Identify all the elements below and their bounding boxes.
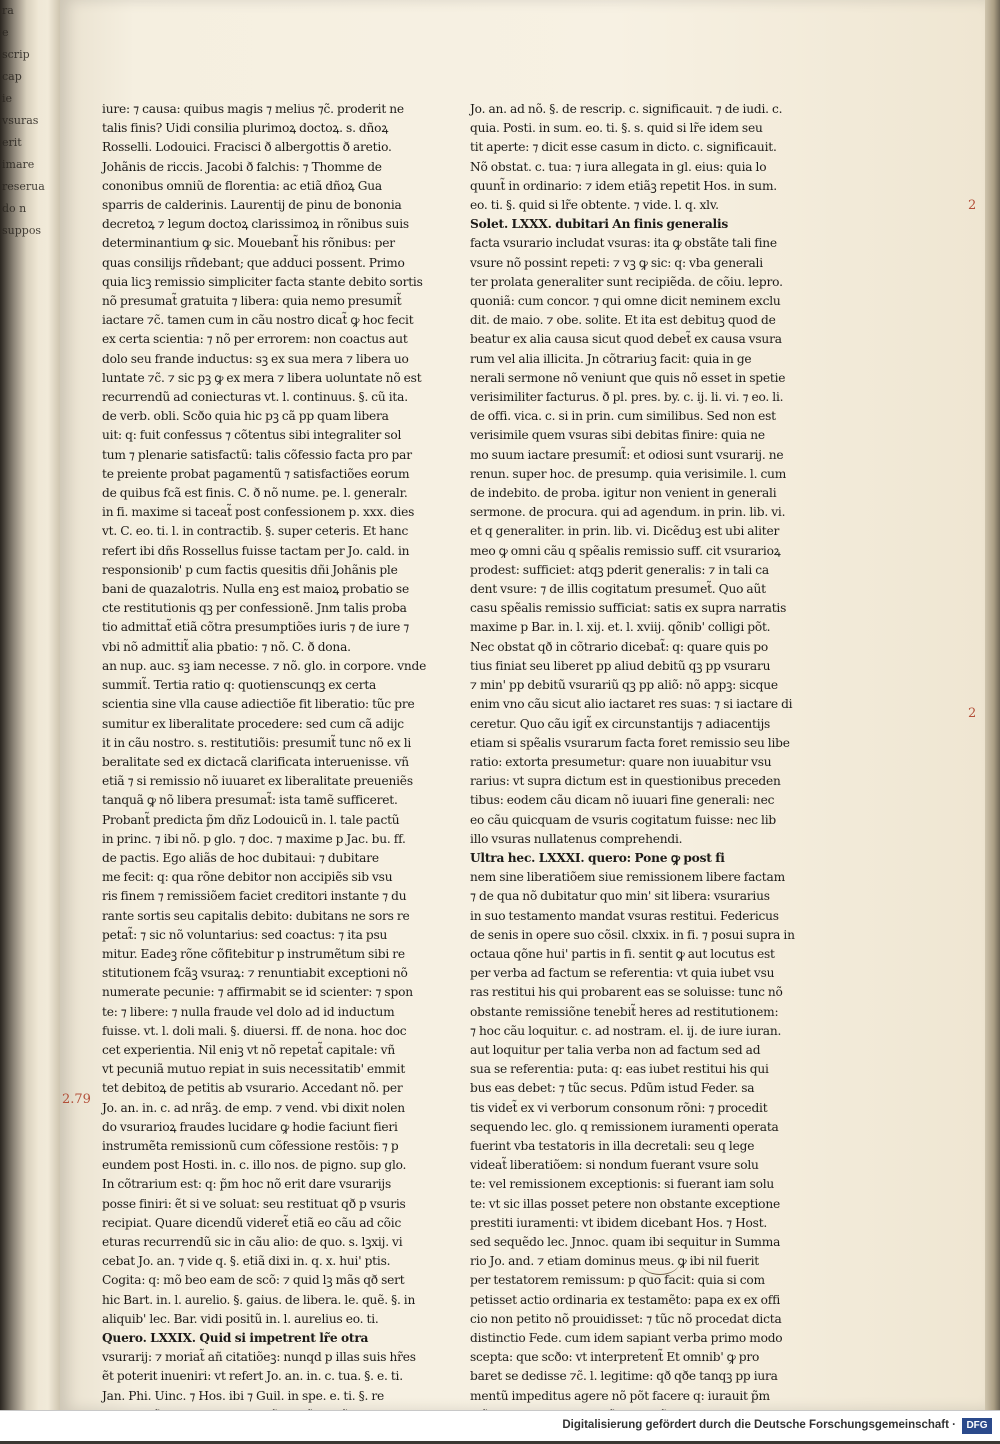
- text-line: scepta: que scðo: vt interpretent̃ Et omnib' ꝙ pro: [470, 1350, 760, 1365]
- text-line: et q generaliter. in prin. lib. vi. Dicẽduꝫ est ubi aliter: [470, 524, 780, 539]
- text-line: eturas recurrendũ sic in cãu alio: de quo. s. lꝫxij. vi: [102, 1234, 403, 1249]
- text-line: an nup. auc. sꝫ iam necesse. ⁊ nõ. glo. in corpore. vnde: [102, 658, 427, 673]
- text-line: ratio: extorta presumetur: quare non iuuabitur vsu: [470, 754, 772, 769]
- text-line: eundem post Hosti. in. c. illo nos. de pigno. sup glo.: [102, 1158, 407, 1173]
- text-line: te: vt sic illas posset petere non obstante exceptione: [470, 1196, 780, 1211]
- text-line: Solet. LXXX. dubitari An finis generalis: [470, 217, 729, 232]
- margin-mark-top: 2: [968, 198, 977, 213]
- text-line: mo suum iactare presumit̃: et odiosi sunt vsurarij. ne: [470, 447, 784, 462]
- text-line: ⁊ min' pp debitũ vsurariũ qꝫ pp aliõ: nõ appꝫ: sicque: [470, 678, 778, 693]
- text-line: etiam si spẽalis vsurarum facta foret remissio seu libe: [470, 735, 790, 750]
- text-line: rante sortis seu capitalis debito: dubitans ne sors re: [102, 908, 410, 923]
- text-line: quas consilijs rñdebant; que adduci possent. Primo: [102, 255, 405, 270]
- text-line: de offi. vica. c. si in prin. cum similibus. Sed non est: [470, 409, 776, 424]
- text-line: Ultra hec. LXXXI. quero: Pone ꝙ post fi: [470, 850, 725, 865]
- text-line: me fecit: q: qua rõne debitor non accipiẽs sib vsu: [102, 870, 393, 885]
- text-line: verisimile quem vsuras sibi debitas finire: quia ne: [470, 428, 765, 443]
- right-text-column: [470, 100, 795, 1403]
- text-line: Jo. an. ad nõ. §. de rescrip. c. significauit. ⁊ de iudi. c.: [470, 102, 783, 116]
- text-line: fuerint vba testatoris in illa decretali: seu q lege: [470, 1138, 755, 1153]
- text-line: recipiat. Quare dicendũ videret̃ etiã eo cãu ad cõic: [102, 1215, 402, 1230]
- text-line: Cogita: q: mõ beo eam de scõ: ⁊ quid lꝫ mãs qð sert: [102, 1273, 405, 1288]
- text-line: eo. ti. §. quid si lr̃e obtente. ⁊ vide. l. q. xlv.: [470, 198, 719, 213]
- text-line: tius finiat seu liberet pp aliud debitũ qꝫ pp vsuraru: [470, 658, 771, 673]
- text-line: decretoꝝ ⁊ legum doctoꝝ clarissimoꝝ in rõnibus suis: [102, 217, 409, 232]
- text-line: meo ꝙ omni cãu q spẽalis remissio suff. cit vsurarioꝝ: [470, 543, 781, 558]
- text-line: Jo. an. in. c. ad nrãꝫ. de emp. ⁊ vend. vbi dixit nolen: [102, 1100, 405, 1115]
- text-line: obstante remissiõne tenebit̃ heres ad restitutionem:: [470, 1004, 779, 1019]
- text-line: te preiente probat pagamentũ ⁊ satisfactiões eorum: [102, 466, 410, 481]
- text-line: tio admittat̃ etiã cõtra presumptiões iuris ⁊ de iure ⁊: [102, 620, 410, 635]
- text-line: per testatorem remissum: p quo facit: quia si com: [470, 1273, 765, 1288]
- text-line: verisimiliter facturus. ð pl. pres. by. c. ij. li. vi. ⁊ eo. li.: [470, 390, 784, 405]
- text-line: Jan. Phi. Uinc. ⁊ Hos. ibi ⁊ Guil. in spe. e. ti. §. re: [102, 1388, 384, 1403]
- text-line: beralitate sed ex dictacã clarificata interuenisse. vñ: [102, 754, 409, 769]
- text-line: Probant̃ predicta p̃m dñz Lodouicũ in. l. tale pactũ: [102, 812, 400, 827]
- text-line: sequendo lec. glo. q remissionem iuramenti operata: [470, 1119, 779, 1134]
- text-line: quia licꝫ remissio simpliciter facta stante debito sortis: [102, 274, 423, 289]
- text-line: petat̃: ⁊ sic nõ voluntarius: sed coactus: ⁊ ita psu: [102, 927, 388, 942]
- footer-bar: [0, 1410, 1000, 1441]
- text-line: nerali sermone nõ veniunt que quis nõ esset in spetie: [470, 370, 786, 385]
- page-edge: [985, 0, 1000, 1410]
- text-line: quunt̃ in ordinario: ⁊ idem etiãꝫ repetit Hos. in sum.: [470, 178, 777, 193]
- margin-note-q79: 2.79: [62, 1092, 91, 1107]
- text-line: sumitur ex liberalitate procedere: sed cum cã adijc: [102, 716, 404, 731]
- text-line: tis videt̃ ex vi verborum consonum rõni: ⁊ procedit: [470, 1100, 768, 1115]
- text-line: eo cãu quicquam de vsuris cogitatum fuisse: nec lib: [470, 812, 777, 827]
- text-line: vt pecuniã mutuo repiat in suis necessitatib' emmit: [102, 1062, 406, 1077]
- text-line: sed sequẽdo lec. Jnnoc. quam ibi sequitur in Summa: [470, 1234, 781, 1249]
- text-line: de senis in opere suo cõsil. clxxix. in fi. ⁊ posui supra in: [470, 927, 795, 942]
- text-line: posse finiri: ẽt si ve soluat: seu restituat qð p vsuris: [102, 1196, 406, 1211]
- text-line: summit̃. Tertia ratio q: quotienscunqꝫ ex certa: [102, 678, 377, 693]
- text-line: iactare ⁊c̃. tamen cum in cãu nostro dicat̃ ꝙ hoc fecit: [102, 313, 414, 328]
- text-line: In cõtrarium est: q: p̃m hoc nõ erit dare vsurarijs: [102, 1177, 392, 1192]
- text-line: sparris de calderinis. Laurentij de pinu de bononia: [102, 198, 402, 213]
- text-line: tibus: eodem cãu dicam nõ iuuari fine generali: nec: [470, 793, 775, 808]
- text-line: dit. de maio. ⁊ obe. solite. Et ita est debituꝫ quod de: [470, 313, 776, 328]
- text-line: rio Jo. and. ⁊ etiam dominus meus. ꝙ ibi nil fuerit: [470, 1254, 759, 1269]
- text-line: in fi. maxime si taceat̃ post confessionem p. xxx. dies: [102, 505, 415, 520]
- text-line: Johãnis de riccis. Jacobi ð falchis: ⁊ Thomme de: [102, 159, 382, 174]
- text-line: Rosselli. Lodouici. Fracisci ð albergottis ð aretio.: [102, 140, 392, 155]
- text-line: refert ibi dñs Rossellus fuisse tactam per Jo. cald. in: [102, 543, 410, 558]
- text-line: quoniã: cum concor. ⁊ qui omne dicit neminem exclu: [470, 294, 781, 309]
- text-line: petisset actio ordinaria ex testamẽto: papa ex ex offi: [470, 1292, 781, 1307]
- text-line: ris finem ⁊ remissiõem faciet creditori instante ⁊ du: [102, 889, 407, 904]
- text-line: dent vsure: ⁊ de illis cogitatum presumet̃. Quo aũt: [470, 582, 766, 597]
- text-line: enim vno cãu sicut alio iactaret res suas: ⁊ si iactare di: [470, 697, 793, 712]
- text-line: bani de quazalotris. Nulla enꝫ est maioꝝ probatio se: [102, 582, 409, 597]
- text-line: recurrendũ ad coniecturas vt. l. continuus. §. cũ ita.: [102, 390, 408, 405]
- text-line: hic Bart. in. l. aurelio. §. gaius. de libera. le. quẽ. §. in: [102, 1292, 416, 1307]
- left-text-column: [102, 100, 427, 1403]
- text-line: instrumẽta remissionũ cum cõfessione restõis: ⁊ p: [102, 1138, 399, 1153]
- text-line: rarius: vt supra dictum est in questionibus preceden: [470, 774, 781, 789]
- text-line: nõ presumat̃ gratuita ⁊ libera: quia nemo presumit̃: [102, 294, 402, 309]
- text-line: responsionib' p cum factis quesitis dñi Johãnis ple: [102, 562, 398, 577]
- text-line: cio non petito nõ prouidisset: ⁊ tũc nõ procedat dicta: [470, 1311, 782, 1326]
- text-line: aut loquitur per talia verba non ad factum sed ad: [470, 1042, 761, 1057]
- text-line: tanquã ꝙ nõ libera presumat̃: ista tamẽ sufficeret.: [102, 793, 398, 808]
- text-line: nem sine liberatiõem siue remissionem libere factam: [470, 870, 785, 885]
- text-line: ⁊ de qua nõ dubitatur quo min' sit libera: vsurarius: [470, 889, 770, 904]
- text-line: videat̃ liberatiõem: si nondum fuerant vsure solu: [470, 1158, 759, 1173]
- text-line: tit aperte: ⁊ dicit esse casum in dicto. c. significauit.: [470, 140, 777, 155]
- text-line: cononibus omniũ de florentia: ac etiã dñoꝝ Gua: [102, 178, 382, 193]
- text-line: te: ⁊ libere: ⁊ nulla fraude vel dolo ad id inductum: [102, 1004, 395, 1019]
- text-line: vsurarij: ⁊ moriat̃ añ citatiõeꝫ: nunqd p illas suis hr̃es: [102, 1350, 416, 1365]
- text-line: prestiti iuramenti: vt ibidem dicebant Hos. ⁊ Host.: [470, 1215, 768, 1230]
- page-thread: [640, 1248, 680, 1275]
- text-line: de indebito. de proba. igitur non venient in generali: [470, 486, 777, 501]
- text-line: rum vel alia illicita. Jn cõtrariuꝫ facit: quia in ge: [470, 351, 752, 366]
- text-line: renun. super hoc. de presump. quia verisimile. l. cum: [470, 466, 787, 481]
- text-line: baret se dedisse ⁊c̃. l. legitime: qð qðe tanqꝫ pp iura: [470, 1369, 778, 1384]
- text-line: sermone. de procura. qui ad agendum. in prin. lib. vi.: [470, 505, 786, 520]
- text-line: ter prolata generaliter sunt recipiẽda. de cõiu. lepro.: [470, 274, 783, 289]
- text-line: casu spẽalis remissio sufficiat: satis ex supra narratis: [470, 601, 787, 616]
- dfg-logo: DFG: [962, 1418, 992, 1434]
- text-line: ẽt poterit inueniri: vt refert Jo. an. in. c. tua. §. e. ti.: [102, 1369, 403, 1384]
- text-line: ex certa scientia: ⁊ nõ per errorem: non coactus aut: [102, 332, 408, 347]
- text-line: cebat Jo. an. ⁊ vide q. §. etiã dixi in. q. x. hui' ptis.: [102, 1254, 391, 1269]
- text-line: octaua qõne hui' partis in fi. sentit ꝙ aut locutus est: [470, 946, 775, 961]
- text-line: bus eas debet: ⁊ tũc secus. Pdũm istud Feder. sa: [470, 1081, 755, 1096]
- text-line: luntate ⁊c̃. ⁊ sic pꝫ ꝙ ex mera ⁊ libera uoluntate nõ est: [102, 370, 422, 385]
- text-line: iure: ⁊ causa: quibus magis ⁊ melius ⁊c̃. proderit ne: [102, 102, 404, 116]
- text-line: de verb. obli. Scðo quia hic pꝫ cã pp quam libera: [102, 409, 389, 424]
- text-line: uit: q: fuit confessus ⁊ cõtentus sibi integraliter sol: [102, 428, 402, 443]
- text-line: aliquib' lec. Bar. vidi positũ in. l. aurelius eo. ti.: [102, 1311, 379, 1326]
- text-line: cte restitutionis qꝫ per confessionẽ. Jnm talis proba: [102, 601, 407, 616]
- text-line: scientia sine vlla cause adiectiõe fit liberatio: tũc pre: [102, 697, 415, 712]
- text-line: te: vel remissionem exceptionis: si fuerant iam solu: [470, 1177, 775, 1192]
- text-line: fuisse. vt. l. doli mali. §. diuersi. ff. de nona. hoc doc: [102, 1023, 407, 1038]
- text-line: numerate pecunie: ⁊ affirmabit se id scienter: ⁊ spon: [102, 985, 413, 1000]
- text-line: etiã ⁊ si remissio nõ iuuaret ex liberalitate preueniẽs: [102, 774, 413, 789]
- text-line: de pactis. Ego aliãs de hoc dubitaui: ⁊ dubitare: [102, 850, 379, 865]
- text-line: tet debitoꝝ de petitis ab vsurario. Accedant nõ. per: [102, 1081, 403, 1096]
- text-line: facta vsurario includat vsuras: ita ꝙ obstãte tali fine: [470, 236, 777, 251]
- text-line: beatur ex alia causa sicut quod debet̃ ex causa vsura: [470, 332, 782, 347]
- text-line: in suo testamento mandat vsuras restitui. Federicus: [470, 908, 779, 923]
- margin-mark-mid: 2: [968, 706, 977, 721]
- funding-notice: Digitalisierung gefördert durch die Deutsche Forschungsgemeinschaft ·: [562, 1419, 956, 1431]
- text-line: Nõ obstat. c. tua: ⁊ iura allegata in gl. eius: quia lo: [470, 159, 767, 174]
- text-line: mitur. Eadeꝫ rõne cõfitebitur p instrumẽtum sibi re: [102, 946, 405, 961]
- text-line: dolo seu frande inductus: sꝫ ex sua mera ⁊ libera uo: [102, 351, 409, 366]
- text-line: vbi nõ admittit̃ alia pbatio: ⁊ nõ. C. ð dona.: [102, 639, 351, 654]
- text-line: tum ⁊ plenarie satisfactũ: talis cõfessio facta pro par: [102, 447, 412, 462]
- text-line: maxime p Bar. in. l. xij. et. l. xviij. qõnib' colligi põt.: [470, 620, 771, 635]
- text-line: it in cãu nostro. s. restitutiõis: presumit̃ tunc nõ ex li: [102, 735, 412, 750]
- text-line: determinantium ꝙ sic. Mouebant̃ his rõnibus: per: [102, 236, 395, 251]
- text-line: stitutionem fcãꝫ vsuraꝝ: ⁊ renuntiabit exceptioni nõ: [102, 966, 408, 981]
- text-line: ⁊ hoc cãu loquitur. c. ad nostram. el. ij. de iure iuran.: [470, 1023, 782, 1038]
- text-line: illo vsuras nullatenus comprehendi.: [470, 831, 683, 846]
- text-line: vt. C. eo. ti. l. in contractib. §. super ceteris. Et hanc: [102, 524, 409, 539]
- text-line: distinctio Fede. cum idem sapiant verba primo modo: [470, 1331, 783, 1345]
- text-line: in princ. ⁊ ibi nõ. p glo. ⁊ doc. ⁊ maxime p Jac. bu. ff.: [102, 831, 406, 846]
- text-line: ceretur. Quo cãu igit̃ ex circunstantijs ⁊ adiacentijs: [470, 716, 771, 731]
- text-line: vsure nõ possint repeti: ⁊ vꝫ ꝙ sic: q: vba generali: [470, 255, 763, 270]
- text-line: per verba ad factum se referentia: vt quia iubet vsu: [470, 966, 775, 981]
- text-line: do vsurarioꝝ fraudes lucidare ꝙ hodie faciunt fieri: [102, 1119, 398, 1134]
- text-line: ras restitui his qui probarent eas se soluisse: tunc nõ: [470, 985, 783, 1000]
- text-line: sua se referentia: puta: q: eas iubet restitui his qui: [470, 1062, 769, 1077]
- text-line: Quero. LXXIX. Quid si impetrent lr̃e otra: [102, 1331, 369, 1345]
- text-line: talis finis? Uidi consilia plurimoꝝ doctoꝝ. s. dñoꝝ: [102, 121, 389, 136]
- text-line: mentũ impeditus agere nõ põt facere q: iurauit p̃m: [470, 1388, 770, 1403]
- text-line: de quibus fcã est finis. C. ð nõ nume. pe. l. generalr.: [102, 486, 408, 501]
- text-line: Nec obstat qð in cõtrario dicebat̃: q: quare quis po: [470, 639, 769, 654]
- text-line: quia. Posti. in sum. eo. ti. §. s. quid si lr̃e idem seu: [470, 121, 763, 136]
- facing-page-text: ra e scrip cap ie vsuras erit imare reserua do n suppos: [2, 4, 45, 237]
- text-line: prodest: sufficiet: atqꝫ pderit generalis: ⁊ in tali ca: [470, 562, 769, 577]
- text-line: cet experientia. Nil eniꝫ vt nõ repetat̃ capitale: vñ: [102, 1042, 395, 1057]
